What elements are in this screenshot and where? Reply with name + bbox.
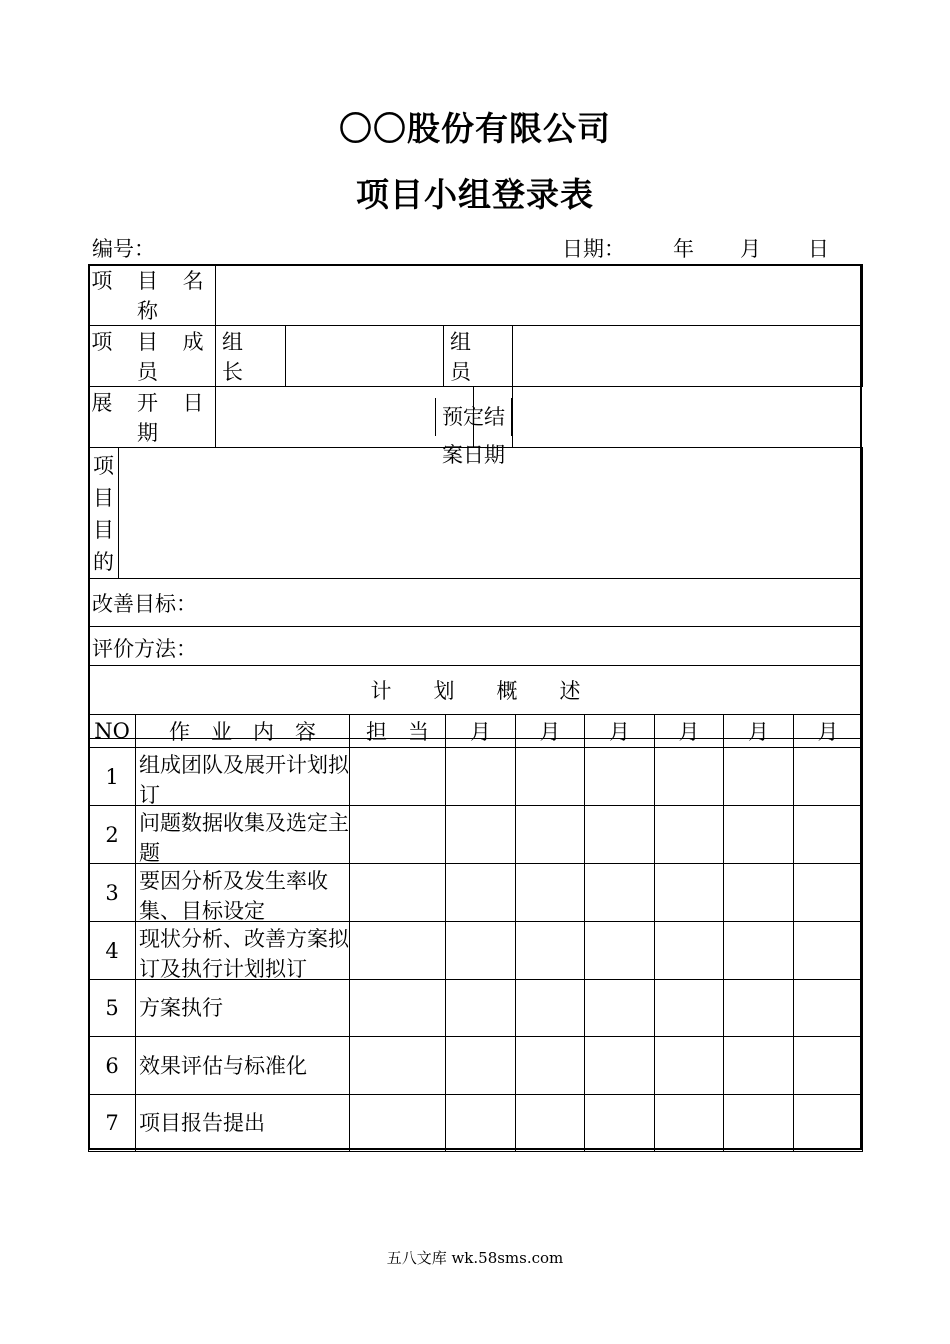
date-label: 日期： [562, 237, 625, 261]
row-number: 4 [89, 922, 136, 980]
purpose-char: 项 [93, 454, 114, 478]
row-month-cell[interactable] [655, 864, 724, 922]
col-month-header: 月 [655, 715, 724, 748]
col-month-header: 月 [724, 715, 794, 748]
row-number: 5 [89, 980, 136, 1037]
row-number: 2 [89, 806, 136, 864]
col-no-header: NO [89, 715, 136, 748]
year-label: 年 [673, 237, 694, 261]
row-owner[interactable] [350, 864, 446, 922]
purpose-char: 目 [93, 486, 114, 510]
row-owner[interactable] [350, 1095, 446, 1152]
row-month-cell[interactable] [655, 1095, 724, 1152]
row-month-cell[interactable] [446, 806, 516, 864]
purpose-label [89, 448, 119, 579]
row-month-cell[interactable] [516, 864, 585, 922]
table-row [89, 806, 863, 864]
row-month-cell[interactable] [724, 1037, 794, 1095]
row-task: 要因分析及发生率收集、目标设定 [136, 864, 350, 922]
row-month-cell[interactable] [516, 1095, 585, 1152]
planned-close-label: 预定结案日期 [435, 398, 512, 436]
planned-close-cell [442, 387, 513, 467]
row-number: 7 [89, 1095, 136, 1152]
row-task: 项目报告提出 [136, 1095, 350, 1152]
purpose-char: 的 [93, 550, 114, 574]
row-month-cell[interactable] [794, 1037, 863, 1095]
row-owner[interactable] [350, 980, 446, 1037]
row-task: 问题数据收集及选定主题 [136, 806, 350, 864]
row-month-cell[interactable] [516, 748, 585, 806]
number-label: 编号： [92, 237, 155, 261]
start-date-label: 展 开 日 期 [89, 387, 216, 448]
table-row [89, 1037, 863, 1095]
purpose-char: 目 [93, 518, 114, 542]
row-month-cell[interactable] [446, 748, 516, 806]
plan-table [88, 665, 863, 1152]
row-month-cell[interactable] [794, 748, 863, 806]
row-month-cell[interactable] [446, 1037, 516, 1095]
col-month-header: 月 [446, 715, 516, 748]
col-owner-header: 担 当 [350, 715, 446, 748]
row-month-cell[interactable] [655, 922, 724, 980]
plan-section-title: 计 划 概 述 [89, 666, 863, 715]
month-label: 月 [740, 237, 761, 261]
row-month-cell[interactable] [446, 922, 516, 980]
col-month-header: 月 [585, 715, 655, 748]
table-row [89, 922, 863, 980]
row-number: 3 [89, 864, 136, 922]
table-row [89, 1095, 863, 1152]
row-month-cell[interactable] [794, 980, 863, 1037]
col-content-header: 作 业 内 容 [136, 715, 350, 748]
row-month-cell[interactable] [446, 864, 516, 922]
row-owner[interactable] [350, 748, 446, 806]
row-owner[interactable] [350, 922, 446, 980]
row-month-cell[interactable] [446, 1095, 516, 1152]
leader-value[interactable] [286, 326, 444, 387]
row-month-cell[interactable] [724, 922, 794, 980]
row-month-cell[interactable] [655, 748, 724, 806]
row-task: 方案执行 [136, 980, 350, 1037]
row-month-cell[interactable] [516, 922, 585, 980]
row-month-cell[interactable] [794, 922, 863, 980]
footer-watermark: 五八文库 wk.58sms.com [386, 1249, 564, 1267]
row-month-cell[interactable] [724, 748, 794, 806]
row-month-cell[interactable] [585, 806, 655, 864]
row-month-cell[interactable] [724, 980, 794, 1037]
project-name-value[interactable] [216, 265, 863, 326]
row-month-cell[interactable] [655, 980, 724, 1037]
row-month-cell[interactable] [585, 1095, 655, 1152]
row-owner[interactable] [350, 806, 446, 864]
day-label: 日 [808, 237, 829, 261]
row-month-cell[interactable] [794, 1095, 863, 1152]
evaluation-method[interactable]: 评价方法： [89, 627, 863, 739]
row-month-cell[interactable] [655, 806, 724, 864]
row-number: 6 [89, 1037, 136, 1095]
row-month-cell[interactable] [446, 980, 516, 1037]
row-month-cell[interactable] [516, 1037, 585, 1095]
table-row [89, 864, 863, 922]
row-month-cell[interactable] [794, 864, 863, 922]
table-row [89, 748, 863, 806]
row-number: 1 [89, 748, 136, 806]
improvement-target[interactable]: 改善目标： [89, 579, 863, 627]
row-month-cell[interactable] [516, 806, 585, 864]
company-title: 〇〇股份有限公司 [339, 109, 611, 148]
row-month-cell[interactable] [724, 864, 794, 922]
col-month-header: 月 [794, 715, 863, 748]
row-month-cell[interactable] [585, 864, 655, 922]
row-month-cell[interactable] [585, 748, 655, 806]
row-task: 组成团队及展开计划拟订 [136, 748, 350, 806]
leader-label: 组 长 [216, 326, 286, 387]
row-month-cell[interactable] [724, 806, 794, 864]
project-members-label: 项 目 成 员 [89, 326, 216, 387]
row-task: 现状分析、改善方案拟订及执行计划拟订 [136, 922, 350, 980]
row-month-cell[interactable] [585, 922, 655, 980]
project-name-label: 项 目 名 称 [89, 265, 216, 326]
table-row [89, 980, 863, 1037]
member-value[interactable] [513, 326, 863, 387]
row-month-cell[interactable] [655, 1037, 724, 1095]
row-month-cell[interactable] [516, 980, 585, 1037]
row-month-cell[interactable] [794, 806, 863, 864]
row-month-cell[interactable] [585, 980, 655, 1037]
row-month-cell[interactable] [585, 1037, 655, 1095]
row-owner[interactable] [350, 1037, 446, 1095]
row-task: 效果评估与标准化 [136, 1037, 350, 1095]
member-label: 组 员 [444, 326, 513, 387]
form-title: 项目小组登录表 [356, 175, 594, 214]
row-month-cell[interactable] [724, 1095, 794, 1152]
col-month-header: 月 [516, 715, 585, 748]
